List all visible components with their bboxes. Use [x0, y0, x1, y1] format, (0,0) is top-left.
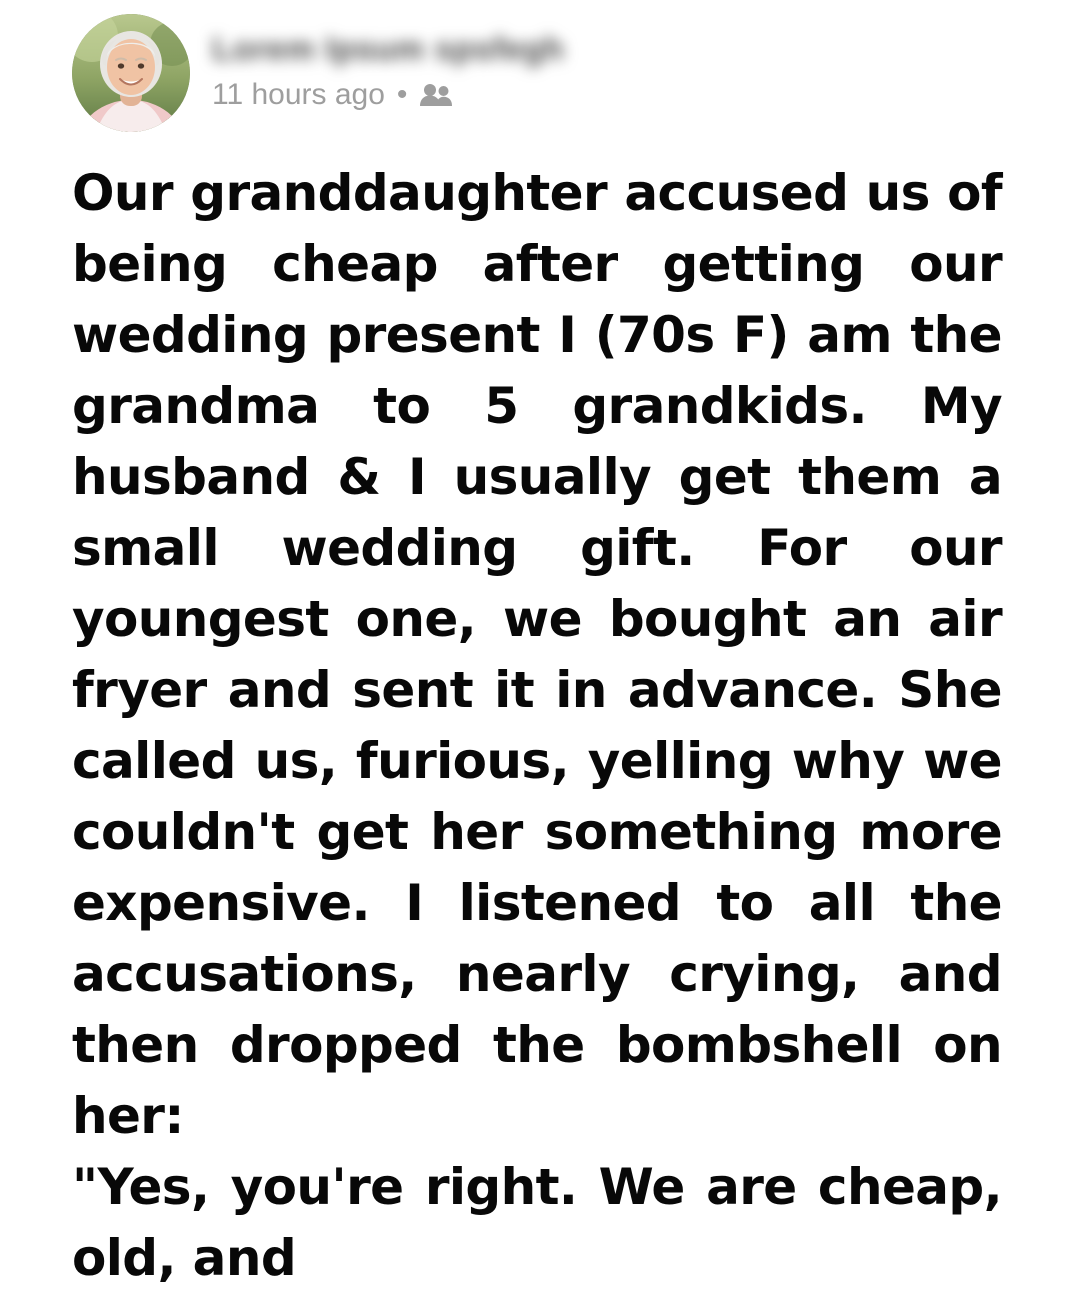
post-meta — [212, 80, 564, 110]
friends-icon[interactable] — [419, 80, 453, 110]
avatar[interactable] — [72, 14, 190, 132]
post-header-text — [190, 14, 564, 110]
post-body — [0, 150, 1080, 1294]
post-text: Our granddaughter accused us of being cheap after getting our wedding present I (70s F) am the grandma to 5 grandkids. My husband & I usually get them a small wedding gift. For our youngest one, we bought an air fryer and sent it in advance. She called us, furious, yelling why we couldn't get her something more expensive. I listened to all the accusations, nearly crying, and then dropped the bombshell on her: — [72, 164, 1002, 1145]
post-header — [0, 0, 1080, 150]
timestamp[interactable]: 11 hours ago — [212, 78, 385, 111]
user-avatar-photo — [72, 14, 190, 132]
author-name[interactable]: Lorem Ipsum spsfegh — [212, 30, 565, 67]
meta-separator: • — [396, 78, 408, 111]
post-text-continued: "Yes, you're right. We are cheap, old, and — [72, 1158, 1002, 1287]
